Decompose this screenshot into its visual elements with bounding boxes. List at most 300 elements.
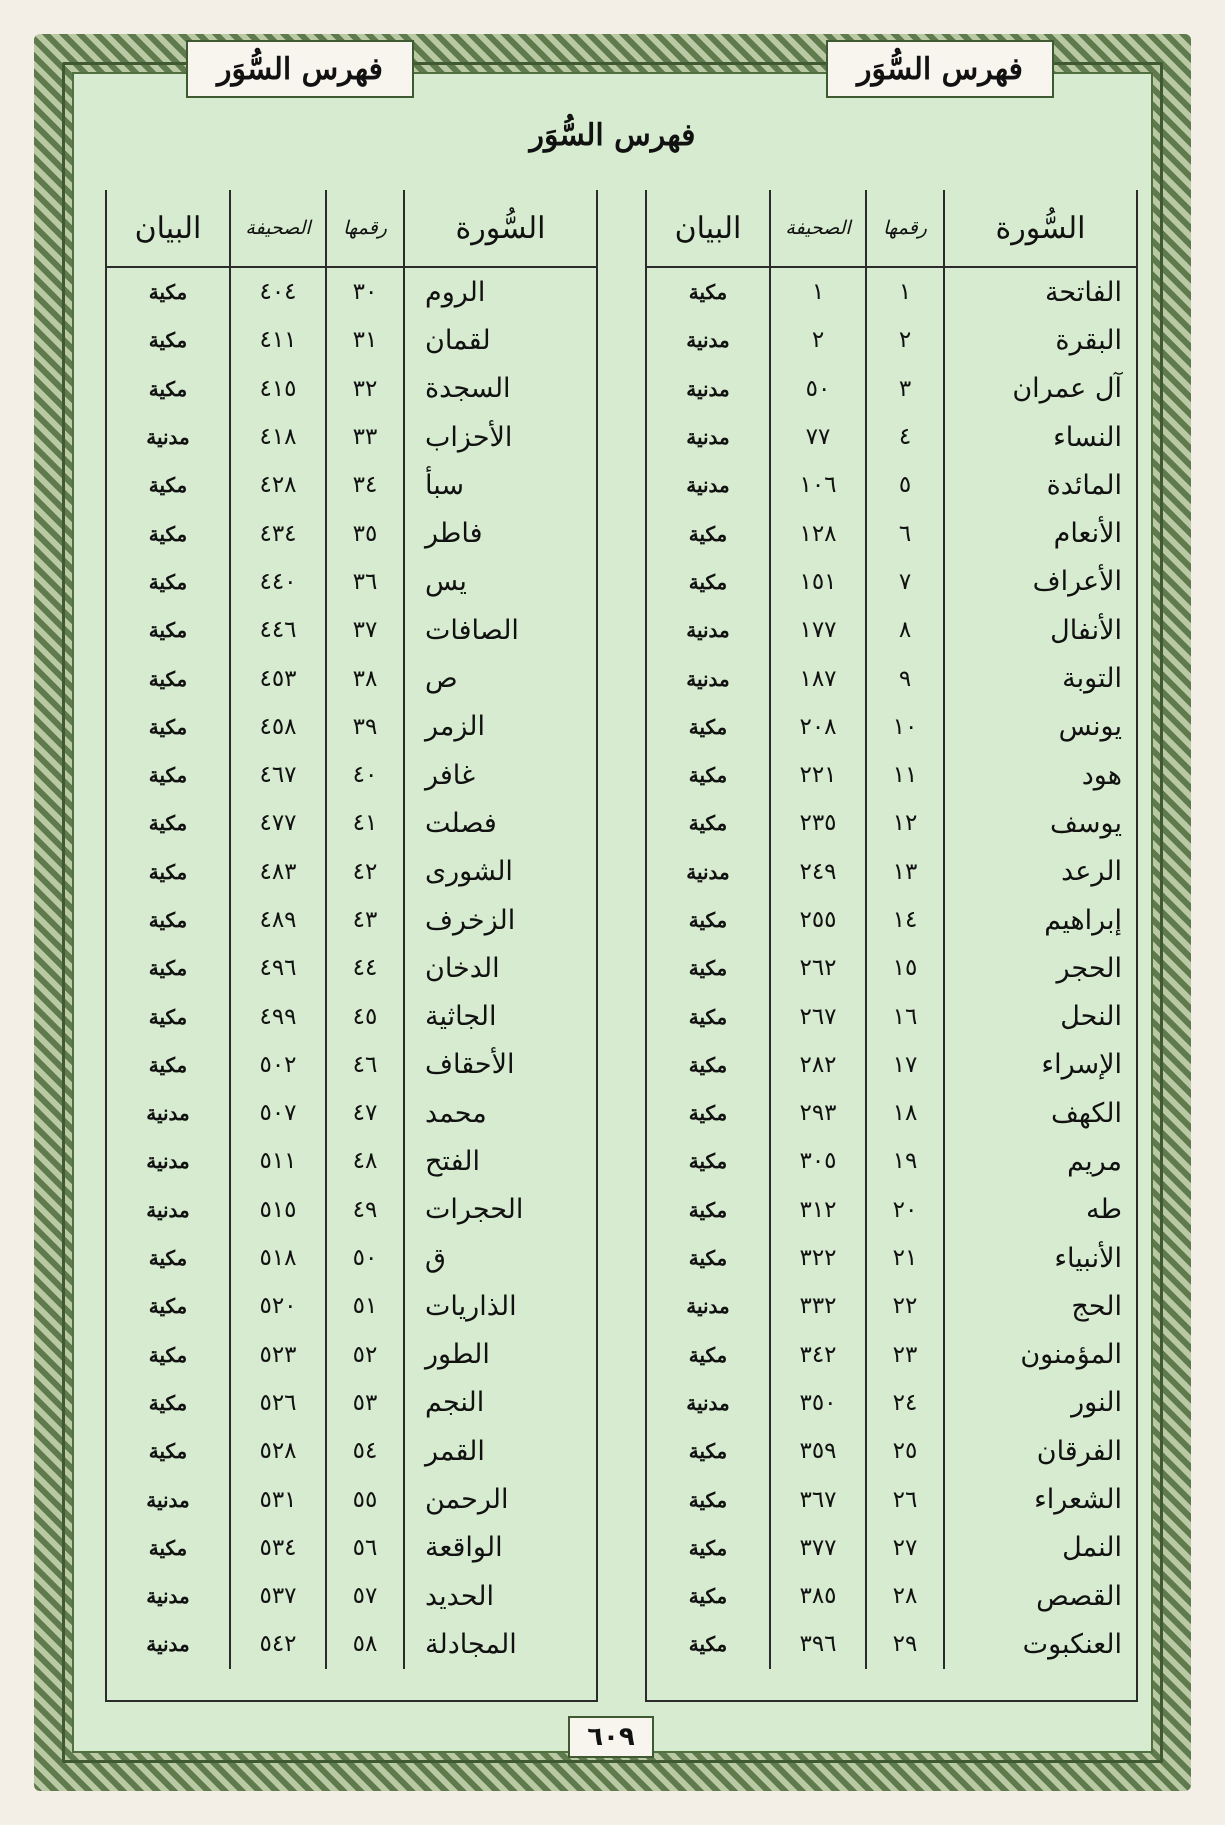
surah-note: مكية [688, 280, 728, 305]
surah-number: ٤٥ [325, 992, 403, 1040]
surah-note: مكية [688, 569, 728, 594]
running-header-left: فهرس السُّوَر [186, 40, 414, 98]
surah-number: ٣٠ [325, 268, 403, 316]
surah-number: ٣٤ [325, 461, 403, 509]
surah-page: ١٢٨ [769, 509, 865, 557]
surah-name: ق [403, 1234, 596, 1282]
surah-page: ٤٩٩ [229, 992, 325, 1040]
table-row [647, 413, 1136, 461]
table-header [107, 190, 596, 268]
surah-page: ٥٣١ [229, 1475, 325, 1523]
surah-number: ١٣ [865, 848, 943, 896]
surah-page: ٣٥٩ [769, 1427, 865, 1475]
surah-name: الشعراء [943, 1475, 1136, 1523]
surah-number: ٥٤ [325, 1427, 403, 1475]
surah-name: الأعراف [943, 558, 1136, 606]
table-row [647, 365, 1136, 413]
surah-number: ١٤ [865, 896, 943, 944]
table-row [647, 1234, 1136, 1282]
surah-number: ٢١ [865, 1234, 943, 1282]
surah-number: ٢٠ [865, 1186, 943, 1234]
surah-note: مكية [148, 908, 188, 932]
table-row [647, 1572, 1136, 1620]
surah-page: ٤٧٧ [229, 799, 325, 847]
surah-page: ٥٢٨ [229, 1427, 325, 1475]
running-header-right: فهرس السُّوَر [826, 40, 1054, 98]
table-row [647, 944, 1136, 992]
surah-note: مدنية [146, 1584, 190, 1609]
surah-number: ٤٤ [325, 944, 403, 992]
surah-page: ٣٧٧ [769, 1524, 865, 1572]
surah-number: ٣ [865, 365, 943, 413]
table-row [647, 1331, 1136, 1379]
surah-name: الشورى [403, 848, 596, 896]
surah-page: ٤٤٦ [229, 606, 325, 654]
surah-page: ٤٨٣ [229, 848, 325, 896]
table-row [647, 606, 1136, 654]
surah-name: المائدة [943, 461, 1136, 509]
surah-name: سبأ [403, 461, 596, 509]
surah-page: ٤٣٤ [229, 509, 325, 557]
surah-page: ٥١١ [229, 1137, 325, 1185]
table-row [647, 1379, 1136, 1427]
surah-number: ١٦ [865, 992, 943, 1040]
surah-note: مدنية [146, 1632, 190, 1657]
surah-number: ٤٢ [325, 848, 403, 896]
table-row [107, 509, 596, 557]
surah-number: ٣٦ [325, 558, 403, 606]
surah-number: ١ [865, 268, 943, 316]
surah-page: ٤١١ [229, 316, 325, 364]
surah-name: النور [943, 1379, 1136, 1427]
surah-name: الحج [943, 1282, 1136, 1330]
surah-name: مريم [943, 1137, 1136, 1185]
surah-number: ٢٦ [865, 1475, 943, 1523]
header-note: البيان [674, 210, 742, 246]
surah-page: ٥٠٧ [229, 1089, 325, 1137]
surah-name: هود [943, 751, 1136, 799]
surah-page: ٣٠٥ [769, 1137, 865, 1185]
surah-number: ٥٣ [325, 1379, 403, 1427]
surah-name: الفاتحة [943, 268, 1136, 316]
surah-number: ٥٦ [325, 1524, 403, 1572]
surah-name: الأنبياء [943, 1234, 1136, 1282]
surah-name: إبراهيم [943, 896, 1136, 944]
table-row [647, 848, 1136, 896]
table-row [107, 1427, 596, 1475]
table-row [107, 461, 596, 509]
surah-page: ٧٧ [769, 413, 865, 461]
surah-page: ١٨٧ [769, 654, 865, 702]
surah-number: ٥ [865, 461, 943, 509]
surah-number: ٣١ [325, 316, 403, 364]
surah-note: مكية [148, 328, 188, 353]
surah-note: مكية [688, 956, 728, 981]
table-row [107, 1089, 596, 1137]
table-row [107, 413, 596, 461]
surah-page: ٣٢٢ [769, 1234, 865, 1282]
surah-page: ١٥١ [769, 558, 865, 606]
table-row [107, 799, 596, 847]
surah-name: آل عمران [943, 365, 1136, 413]
table-row [647, 1137, 1136, 1185]
surah-page: ٢٠٨ [769, 703, 865, 751]
surah-name: ص [403, 654, 596, 702]
surah-note: مكية [148, 1535, 188, 1560]
surah-name: النحل [943, 992, 1136, 1040]
surah-page: ٥٣٤ [229, 1524, 325, 1572]
surah-name: الأحزاب [403, 413, 596, 461]
table-row [107, 1572, 596, 1620]
surah-page: ٣٨٥ [769, 1572, 865, 1620]
surah-note: مكية [148, 376, 188, 401]
surah-name: الطور [403, 1331, 596, 1379]
surah-name: لقمان [403, 316, 596, 364]
surah-name: الأنفال [943, 606, 1136, 654]
surah-number: ٢٧ [865, 1524, 943, 1572]
surah-page: ٥٢٦ [229, 1379, 325, 1427]
surah-note: مكية [688, 1149, 728, 1174]
surah-name: الأحقاف [403, 1041, 596, 1089]
table-row [107, 1379, 596, 1427]
surah-name: محمد [403, 1089, 596, 1137]
surah-name: الروم [403, 268, 596, 316]
surah-page: ٤١٨ [229, 413, 325, 461]
header-number: رقمها [865, 190, 943, 266]
header-surah: السُّورة [943, 190, 1136, 266]
surah-name: الزخرف [403, 896, 596, 944]
surah-note: مكية [148, 618, 188, 643]
table-row [647, 1427, 1136, 1475]
surah-note: مكية [688, 1632, 728, 1657]
table-row [107, 1524, 596, 1572]
surah-number: ٥٠ [325, 1234, 403, 1282]
table-row [107, 1475, 596, 1523]
surah-number: ٤٨ [325, 1137, 403, 1185]
header-note: البيان [134, 210, 202, 246]
surah-note: مكية [148, 1390, 188, 1415]
surah-number: ٦ [865, 509, 943, 557]
surah-number: ٢ [865, 316, 943, 364]
surah-page: ٤٤٠ [229, 558, 325, 606]
table-row [647, 1620, 1136, 1668]
surah-page: ٢٦٢ [769, 944, 865, 992]
surah-page: ٥٠٢ [229, 1041, 325, 1089]
surah-note: مكية [688, 1342, 728, 1367]
surah-name: الحديد [403, 1572, 596, 1620]
surah-note: مكية [688, 1101, 728, 1126]
surah-number: ٢٤ [865, 1379, 943, 1427]
table-row [107, 848, 596, 896]
surah-number: ٥٨ [325, 1620, 403, 1668]
surah-name: الدخان [403, 944, 596, 992]
surah-note: مدنية [686, 666, 730, 691]
surah-note: مدنية [686, 473, 730, 498]
table-row [647, 1041, 1136, 1089]
surah-name: البقرة [943, 316, 1136, 364]
surah-name: القمر [403, 1427, 596, 1475]
surah-page: ٢٨٢ [769, 1041, 865, 1089]
surah-page: ٥٤٢ [229, 1620, 325, 1668]
surah-number: ٥٥ [325, 1475, 403, 1523]
surah-number: ٣٩ [325, 703, 403, 751]
surah-page: ٥٢٣ [229, 1331, 325, 1379]
surah-note: مدنية [146, 1197, 190, 1222]
surah-number: ٥٧ [325, 1572, 403, 1620]
surah-number: ١٨ [865, 1089, 943, 1137]
table-row [647, 654, 1136, 702]
surah-number: ٤٧ [325, 1089, 403, 1137]
table-row [107, 558, 596, 606]
surah-name: الذاريات [403, 1282, 596, 1330]
table-row [107, 268, 596, 316]
table-row [647, 1282, 1136, 1330]
surah-note: مكية [148, 1246, 188, 1271]
surah-name: المجادلة [403, 1620, 596, 1668]
surah-number: ١٢ [865, 799, 943, 847]
surah-note: مكية [148, 1004, 188, 1029]
surah-page: ١٠٦ [769, 461, 865, 509]
surah-note: مكية [148, 521, 188, 546]
table-row [107, 1137, 596, 1185]
surah-name: الجاثية [403, 992, 596, 1040]
table-body [107, 268, 596, 1669]
table-row [647, 703, 1136, 751]
surah-number: ٤٣ [325, 896, 403, 944]
surah-page: ٢ [769, 316, 865, 364]
surah-number: ٢٩ [865, 1620, 943, 1668]
table-row [647, 461, 1136, 509]
table-row [647, 992, 1136, 1040]
surah-page: ٢٢١ [769, 751, 865, 799]
surah-page: ٥١٨ [229, 1234, 325, 1282]
header-number: رقمها [325, 190, 403, 266]
table-row [647, 1186, 1136, 1234]
surah-name: الحجرات [403, 1186, 596, 1234]
table-row [107, 896, 596, 944]
surah-name: الصافات [403, 606, 596, 654]
surah-page: ٥٣٧ [229, 1572, 325, 1620]
surah-page: ٤٥٨ [229, 703, 325, 751]
surah-page: ٤٨٩ [229, 896, 325, 944]
surah-name: الفرقان [943, 1427, 1136, 1475]
surah-name: القصص [943, 1572, 1136, 1620]
surah-note: مكية [148, 1439, 188, 1464]
header-page: الصحيفة [229, 190, 325, 266]
table-header [647, 190, 1136, 268]
table-row [107, 1282, 596, 1330]
surah-note: مكية [148, 763, 188, 788]
surah-page: ٣٦٧ [769, 1475, 865, 1523]
table-row [647, 751, 1136, 799]
surah-note: مكية [148, 811, 188, 836]
surah-name: الواقعة [403, 1524, 596, 1572]
surah-page: ٤٥٣ [229, 654, 325, 702]
table-row [647, 799, 1136, 847]
surah-page: ٢٤٩ [769, 848, 865, 896]
surah-page: ٣٤٢ [769, 1331, 865, 1379]
table-row [107, 1041, 596, 1089]
surah-page: ٥١٥ [229, 1186, 325, 1234]
surah-page: ٤٠٤ [229, 268, 325, 316]
table-row [647, 1475, 1136, 1523]
surah-note: مكية [688, 1487, 728, 1512]
surah-note: مكية [148, 280, 188, 305]
header-surah: السُّورة [403, 190, 596, 266]
table-row [647, 316, 1136, 364]
surah-note: مدنية [146, 425, 190, 450]
table-body [647, 268, 1136, 1669]
surah-note: مكية [688, 1004, 728, 1029]
surah-number: ٤٠ [325, 751, 403, 799]
surah-name: الأنعام [943, 509, 1136, 557]
surah-name: فصلت [403, 799, 596, 847]
surah-note: مدنية [686, 376, 730, 401]
surah-note: مدنية [686, 1390, 730, 1415]
surah-name: النجم [403, 1379, 596, 1427]
surah-note: مكية [148, 714, 188, 739]
surah-number: ٧ [865, 558, 943, 606]
surah-number: ٤٩ [325, 1186, 403, 1234]
table-row [647, 509, 1136, 557]
surah-number: ٣٣ [325, 413, 403, 461]
table-row [107, 365, 596, 413]
surah-number: ٨ [865, 606, 943, 654]
surah-page: ٥٠ [769, 365, 865, 413]
surah-note: مكية [688, 1535, 728, 1560]
surah-number: ٤١ [325, 799, 403, 847]
table-row [107, 992, 596, 1040]
surah-note: مكية [688, 1052, 728, 1077]
surah-name: الحجر [943, 944, 1136, 992]
surah-note: مدنية [686, 328, 730, 353]
table-row [647, 896, 1136, 944]
surah-number: ٣٧ [325, 606, 403, 654]
surah-note: مدنية [146, 1101, 190, 1126]
surah-name: يونس [943, 703, 1136, 751]
surah-note: مدنية [146, 1487, 190, 1512]
surah-page: ٢٦٧ [769, 992, 865, 1040]
surah-page: ٥٢٠ [229, 1282, 325, 1330]
surah-name: المؤمنون [943, 1331, 1136, 1379]
table-row [107, 606, 596, 654]
table-row [107, 944, 596, 992]
surah-page: ٤١٥ [229, 365, 325, 413]
surah-name: التوبة [943, 654, 1136, 702]
surah-name: الكهف [943, 1089, 1136, 1137]
surah-note: مدنية [686, 1294, 730, 1319]
surah-name: فاطر [403, 509, 596, 557]
surah-name: النمل [943, 1524, 1136, 1572]
surah-note: مكية [688, 714, 728, 739]
surah-name: الرحمن [403, 1475, 596, 1523]
surah-number: ٥١ [325, 1282, 403, 1330]
surah-note: مدنية [146, 1149, 190, 1174]
surah-note: مكية [148, 666, 188, 691]
surah-name: السجدة [403, 365, 596, 413]
surah-note: مكية [688, 763, 728, 788]
header-page: الصحيفة [769, 190, 865, 266]
surah-number: ٥٢ [325, 1331, 403, 1379]
table-row [107, 654, 596, 702]
surah-note: مكية [148, 569, 188, 594]
surah-page: ٣٥٠ [769, 1379, 865, 1427]
surah-page: ٤٩٦ [229, 944, 325, 992]
surah-page: ٢٣٥ [769, 799, 865, 847]
surah-page: ٣١٢ [769, 1186, 865, 1234]
surah-note: مكية [148, 473, 188, 498]
surah-note: مكية [688, 1246, 728, 1271]
surah-number: ١١ [865, 751, 943, 799]
surah-name: طه [943, 1186, 1136, 1234]
surah-name: الزمر [403, 703, 596, 751]
surah-table-right [645, 190, 1138, 1702]
surah-note: مدنية [686, 618, 730, 643]
surah-number: ٢٨ [865, 1572, 943, 1620]
surah-page: ٢٩٣ [769, 1089, 865, 1137]
table-row [107, 1620, 596, 1668]
table-row [647, 1089, 1136, 1137]
surah-name: يس [403, 558, 596, 606]
surah-note: مكية [688, 908, 728, 932]
surah-note: مكية [148, 859, 188, 884]
table-row [647, 558, 1136, 606]
surah-name: يوسف [943, 799, 1136, 847]
surah-page: ١ [769, 268, 865, 316]
surah-number: ١٠ [865, 703, 943, 751]
surah-page: ٤٦٧ [229, 751, 325, 799]
surah-number: ٣٨ [325, 654, 403, 702]
table-row [107, 751, 596, 799]
table-row [647, 268, 1136, 316]
surah-number: ٣٢ [325, 365, 403, 413]
surah-name: الرعد [943, 848, 1136, 896]
surah-note: مكية [688, 1197, 728, 1222]
table-row [107, 1186, 596, 1234]
surah-number: ٢٥ [865, 1427, 943, 1475]
surah-name: النساء [943, 413, 1136, 461]
surah-note: مكية [688, 1439, 728, 1464]
surah-number: ١٥ [865, 944, 943, 992]
surah-number: ٢٣ [865, 1331, 943, 1379]
surah-name: الإسراء [943, 1041, 1136, 1089]
surah-note: مكية [688, 521, 728, 546]
surah-note: مكية [688, 1584, 728, 1609]
surah-note: مكية [148, 1294, 188, 1319]
page-number: ٦٠٩ [568, 1716, 654, 1758]
surah-number: ٤ [865, 413, 943, 461]
page-title: فهرس السُّوَر [529, 118, 696, 153]
surah-page: ٢٥٥ [769, 896, 865, 944]
surah-page: ٤٢٨ [229, 461, 325, 509]
surah-page: ١٧٧ [769, 606, 865, 654]
surah-name: غافر [403, 751, 596, 799]
surah-number: ٣٥ [325, 509, 403, 557]
table-row [107, 316, 596, 364]
surah-page: ٣٩٦ [769, 1620, 865, 1668]
surah-note: مدنية [686, 425, 730, 450]
surah-number: ٢٢ [865, 1282, 943, 1330]
surah-note: مدنية [686, 859, 730, 884]
surah-number: ١٧ [865, 1041, 943, 1089]
table-row [107, 1331, 596, 1379]
surah-note: مكية [688, 811, 728, 836]
surah-number: ٤٦ [325, 1041, 403, 1089]
table-row [107, 1234, 596, 1282]
table-row [107, 703, 596, 751]
surah-page: ٣٣٢ [769, 1282, 865, 1330]
table-row [647, 1524, 1136, 1572]
